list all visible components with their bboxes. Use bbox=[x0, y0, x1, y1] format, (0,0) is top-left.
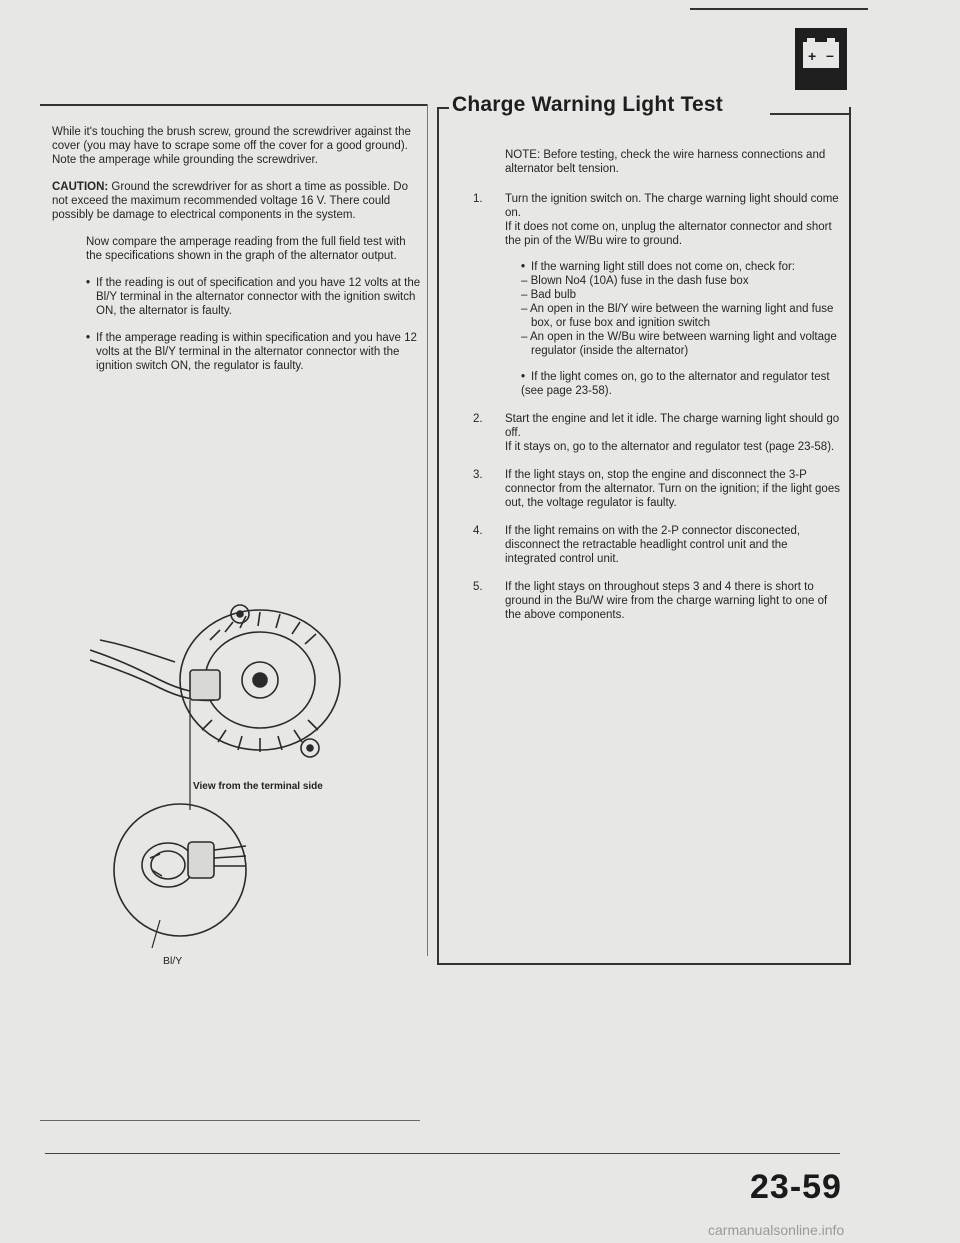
step-5 bbox=[465, 580, 840, 622]
box-top-left-rule bbox=[437, 107, 449, 109]
list-item: – An open in the W/Bu wire between warning light and voltage regulator (inside the alternator) bbox=[521, 331, 837, 357]
list-item: – Bad bulb bbox=[521, 289, 576, 301]
bullet-regulator-faulty: • If the amperage reading is within specification and you have 12 volts at the Bl/Y terminal in the alternator connector with the ignition switch ON, the regulator is faulty. bbox=[86, 332, 417, 372]
step-text: If it stays on, go to the alternator and regulator test (page 23-58). bbox=[505, 441, 835, 453]
step-number: 3. bbox=[473, 469, 483, 481]
bullet-icon: • bbox=[521, 261, 526, 273]
step-number: 5. bbox=[473, 581, 483, 593]
bottom-rule bbox=[45, 1153, 840, 1154]
bullet-icon: • bbox=[86, 332, 91, 344]
left-column-divider bbox=[427, 104, 428, 956]
step-3 bbox=[465, 468, 840, 510]
battery-minus-symbol: – bbox=[826, 47, 834, 63]
step-text: If the light stays on, stop the engine and disconnect the 3-P connector from the alternator. Turn on the ignition; if the light goes out, the voltage regulator is faulty. bbox=[505, 469, 840, 509]
watermark: carmanualsonline.info bbox=[708, 1222, 845, 1238]
section-title: Charge Warning Light Test bbox=[452, 93, 723, 116]
bullet-alternator-faulty: • If the reading is out of specification and you have 12 volts at the Bl/Y terminal in the alternator connector with the ignition switch ON, the alternator is faulty. bbox=[86, 277, 421, 317]
bullet-icon: • bbox=[521, 371, 526, 383]
caution-label: CAUTION: bbox=[52, 181, 109, 193]
step-number: 1. bbox=[473, 193, 483, 205]
alternator-illustration bbox=[90, 570, 350, 975]
left-column-top-rule bbox=[40, 104, 427, 106]
step-1 bbox=[465, 192, 840, 398]
step-number: 2. bbox=[473, 413, 483, 425]
step-text: If it does not come on, unplug the alternator connector and short the pin of the W/Bu wire to ground. bbox=[505, 221, 832, 247]
sub-light-comes-on: • If the light comes on, go to the alternator and regulator test (see page 23-58). bbox=[521, 371, 830, 397]
step-text: Start the engine and let it idle. The charge warning light should go off. bbox=[505, 413, 840, 439]
caution-paragraph bbox=[52, 180, 422, 222]
page-number: 23-59 bbox=[750, 1168, 842, 1206]
sub-warning-still-off: • If the warning light still does not come on, check for: – Blown No4 (10A) fuse in the dash fuse box – Bad bulb – An open in the Bl/Y wire between the warning light and fuse box, or fuse box and ignition switch – An open in the W/Bu wire between warning light and voltage regulator (inside the alternator) bbox=[505, 260, 840, 358]
caution-text: Ground the screwdriver for as short a time as possible. Do not exceed the maximum recommended voltage 16 V. There could possibly be damage to electrical components in the system. bbox=[52, 181, 408, 221]
compare-paragraph: Now compare the amperage reading from the full field test with the specifications shown in the graph of the alternator output. bbox=[86, 236, 406, 262]
list-item: – An open in the Bl/Y wire between the warning light and fuse box, or fuse box and ignition switch bbox=[521, 303, 834, 329]
step-text: If the light remains on with the 2-P connector disconected, disconnect the retractable headlight control unit and the integrated control unit. bbox=[505, 525, 801, 565]
step-text: If the light stays on throughout steps 3 and 4 there is short to ground in the Bu/W wire from the charge warning light to one of the above components. bbox=[505, 581, 828, 621]
terminal-view-caption: View from the terminal side bbox=[193, 781, 323, 792]
step-2 bbox=[465, 412, 840, 454]
step-number: 4. bbox=[473, 525, 483, 537]
step-4 bbox=[465, 524, 840, 566]
top-rule-right bbox=[690, 8, 868, 10]
bly-terminal-label: Bl/Y bbox=[163, 955, 183, 967]
note-paragraph: NOTE: Before testing, check the wire harness connections and alternator belt tension. bbox=[505, 149, 826, 175]
right-column bbox=[465, 148, 840, 636]
box-top-right-rule bbox=[770, 113, 849, 115]
step-text: Turn the ignition switch on. The charge warning light should come on. bbox=[505, 193, 839, 219]
bullet-icon: • bbox=[86, 277, 91, 289]
list-item: – Blown No4 (10A) fuse in the dash fuse box bbox=[521, 275, 749, 287]
battery-icon bbox=[795, 28, 847, 90]
intro-paragraph: While it's touching the brush screw, ground the screwdriver against the cover (you may have to scrape some off the cover for a good ground). Note the amperage while grounding the screwdriver. bbox=[52, 126, 411, 166]
check-list bbox=[521, 274, 840, 358]
battery-plus-symbol: + bbox=[808, 48, 817, 64]
left-column bbox=[52, 125, 422, 386]
left-bottom-line bbox=[40, 1120, 420, 1121]
